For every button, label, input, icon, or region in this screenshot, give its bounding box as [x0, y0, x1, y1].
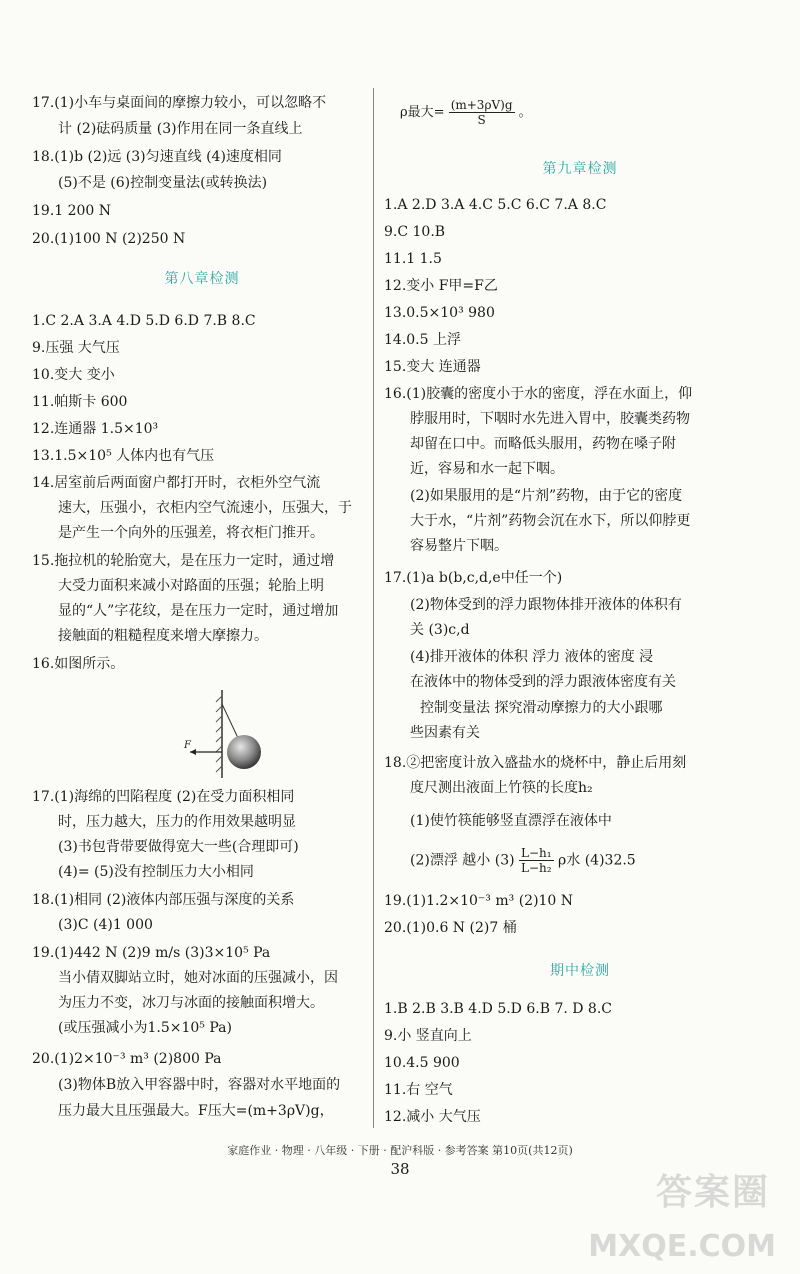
answer-line: 14.0.5 上浮: [384, 332, 461, 348]
answer-line: (4)排开液体的体积 浮力 液体的密度 浸: [410, 649, 654, 665]
answer-line: 1.C 2.A 3.A 4.D 5.D 6.D 7.B 8.C: [32, 313, 256, 329]
answer-line: 19.(1)442 N (2)9 m/s (3)3×10⁵ Pa: [32, 945, 271, 961]
answer-line: 大于水，“片剂”药物会沉在水下，所以仰脖更: [410, 513, 691, 529]
answer-line: 10.变大 变小: [32, 367, 115, 383]
answer-line: 11.帕斯卡 600: [32, 394, 128, 410]
ball-shape: [227, 735, 261, 769]
watermark-site: MXQE.COM: [588, 1229, 776, 1264]
answer-line: 11.右 空气: [384, 1082, 453, 1098]
fraction-denominator: L−h₂: [521, 861, 552, 875]
section-heading-chapter8: 第八章检测: [164, 271, 240, 287]
answer-line: 17.(1)小车与桌面间的摩擦力较小，可以忽略不: [32, 95, 327, 111]
answer-line: 16.如图所示。: [32, 656, 125, 672]
answer-line: (4)= (5)没有控制压力大小相同: [58, 864, 254, 880]
answer-line: 9.C 10.B: [384, 224, 446, 240]
answer-line: 为压力不变，冰刀与冰面的接触面积增大。: [58, 995, 324, 1011]
answer-line: 20.(1)100 N (2)250 N: [32, 231, 186, 247]
force-label: F: [184, 740, 191, 751]
answer-line: 11.1 1.5: [384, 251, 442, 267]
formula-denominator: S: [477, 113, 486, 127]
answer-line: 18.②把密度计放入盛盐水的烧杯中，静止后用刻: [384, 755, 687, 771]
formula-fraction: [449, 98, 515, 127]
answer-line: (5)不是 (6)控制变量法(或转换法): [58, 175, 268, 191]
answer-line: 17.(1)海绵的凹陷程度 (2)在受力面积相同: [32, 789, 295, 805]
answer-line: 15.变大 连通器: [384, 359, 481, 375]
answer-line: (3)C (4)1 000: [58, 917, 153, 933]
answer-line: 17.(1)a b(b,c,d,e中任一个): [384, 570, 563, 586]
page-footer: 家庭作业 · 物理 · 八年级 · 下册 · 配沪科版 · 参考答案 第10页(共12页): [227, 1144, 573, 1157]
answer-line: 18.(1)相同 (2)液体内部压强与深度的关系: [32, 892, 295, 908]
answer-line: 在液体中的物体受到的浮力跟液体密度有关: [410, 674, 676, 690]
formula-lhs: ρ最大=: [400, 105, 445, 120]
answer-line: 压力最大且压强最大。F压大=(m+3ρV)g，: [58, 1103, 334, 1119]
answer-segment: (2)漂浮 越小 (3): [410, 852, 515, 869]
answer-line: 大受力面积来减小对路面的压强；轮胎上明: [58, 578, 324, 594]
section-heading-chapter9: 第九章检测: [542, 161, 618, 177]
answer-line: 20.(1)0.6 N (2)7 桶: [384, 920, 517, 936]
answer-line: 近，容易和水一起下咽。: [410, 461, 564, 477]
watermark-logo: 答案圈: [655, 1172, 770, 1213]
answer-line: 12.减小 大气压: [384, 1109, 481, 1125]
answer-line: [410, 846, 636, 875]
answer-line: (2)如果服用的是“片剂”药物，由于它的密度: [410, 488, 683, 504]
answer-line: 19.(1)1.2×10⁻³ m³ (2)10 N: [384, 893, 574, 909]
answer-line: (2)物体受到的浮力跟物体排开液体的体积有: [410, 597, 682, 613]
answer-line: 18.(1)b (2)远 (3)匀速直线 (4)速度相同: [32, 149, 282, 165]
answer-line: 9.小 竖直向上: [384, 1028, 472, 1044]
answer-line: 容易整片下咽。: [410, 538, 508, 554]
answer-line: 显的“人”字花纹，是在压力一定时，通过增加: [58, 603, 339, 619]
answer-line: 10.4.5 900: [384, 1055, 460, 1071]
answer-line: (1)使竹筷能够竖直漂浮在液体中: [410, 813, 612, 829]
answer-line: 9.压强 大气压: [32, 340, 120, 356]
column-divider: [373, 88, 374, 1128]
answer-line: 计 (2)砝码质量 (3)作用在同一条直线上: [58, 121, 303, 137]
answer-line: 1.A 2.D 3.A 4.C 5.C 6.C 7.A 8.C: [384, 197, 607, 213]
answer-line: 些因素有关: [410, 725, 480, 741]
answer-line: 是产生一个向外的压强差，将衣柜门推开。: [58, 525, 324, 541]
watermark: [588, 1160, 790, 1270]
answer-line: 19.1 200 N: [32, 203, 112, 219]
answer-line: 1.B 2.B 3.B 4.D 5.D 6.B 7. D 8.C: [384, 1001, 612, 1017]
answer-line: 12.变小 F甲=F乙: [384, 278, 498, 294]
answer-line: (或压强减小为1.5×10⁵ Pa): [58, 1020, 232, 1036]
formula-numerator: (m+3ρV)g: [450, 98, 513, 112]
answer-line: 13.0.5×10³ 980: [384, 305, 495, 321]
answer-line: 接触面的粗糙程度来增大摩擦力。: [58, 628, 268, 644]
answer-line: 时，压力越大，压力的作用效果越明显: [58, 814, 296, 830]
wall-hatching: [216, 696, 222, 772]
fraction-numerator: L−h₁: [521, 846, 552, 860]
answer-segment: ρ水 (4)32.5: [558, 852, 636, 869]
string-line: [222, 704, 238, 738]
section-heading-midterm: 期中检测: [550, 963, 610, 979]
answer-line: 15.拖拉机的轮胎宽大，是在压力一定时，通过增: [32, 553, 335, 569]
page-number: 38: [390, 1160, 410, 1178]
answer-line: 控制变量法 探究滑动摩擦力的大小跟哪: [420, 700, 663, 716]
answer-line: 脖服用时，下咽时水先进入胃中，胶囊类药物: [410, 411, 690, 427]
density-fraction: [519, 846, 554, 875]
answer-line: (3)物体B放入甲容器中时，容器对水平地面的: [58, 1077, 341, 1093]
answer-line: 当小倩双脚站立时，她对冰面的压强减小，因: [58, 970, 338, 986]
answer-line: 关 (3)c,d: [410, 622, 470, 638]
answer-line: (3)书包背带要做得宽大一些(合理即可): [58, 839, 299, 855]
answer-line: 20.(1)2×10⁻³ m³ (2)800 Pa: [32, 1051, 222, 1067]
answer-line: 12.连通器 1.5×10³: [32, 421, 159, 437]
answer-line: 度尺测出液面上竹筷的长度h₂: [410, 780, 593, 796]
answer-line: 13.1.5×10⁵ 人体内也有气压: [32, 448, 215, 464]
answer-line: 14.居室前后两面窗户都打开时，衣柜外空气流: [32, 475, 321, 491]
answer-line: 却留在口中。而略低头服用，药物在嗓子附: [410, 436, 676, 452]
ball-on-wall-figure: [176, 690, 266, 780]
formula-line: ρ最大= $\frac{(m+3\rho V)g}{S}$ 。: [400, 98, 532, 127]
answer-line: 速大，压强小，衣柜内空气流速小，压强大，于: [58, 500, 352, 516]
answer-line: 16.(1)胶囊的密度小于水的密度，浮在水面上，仰: [384, 386, 693, 402]
